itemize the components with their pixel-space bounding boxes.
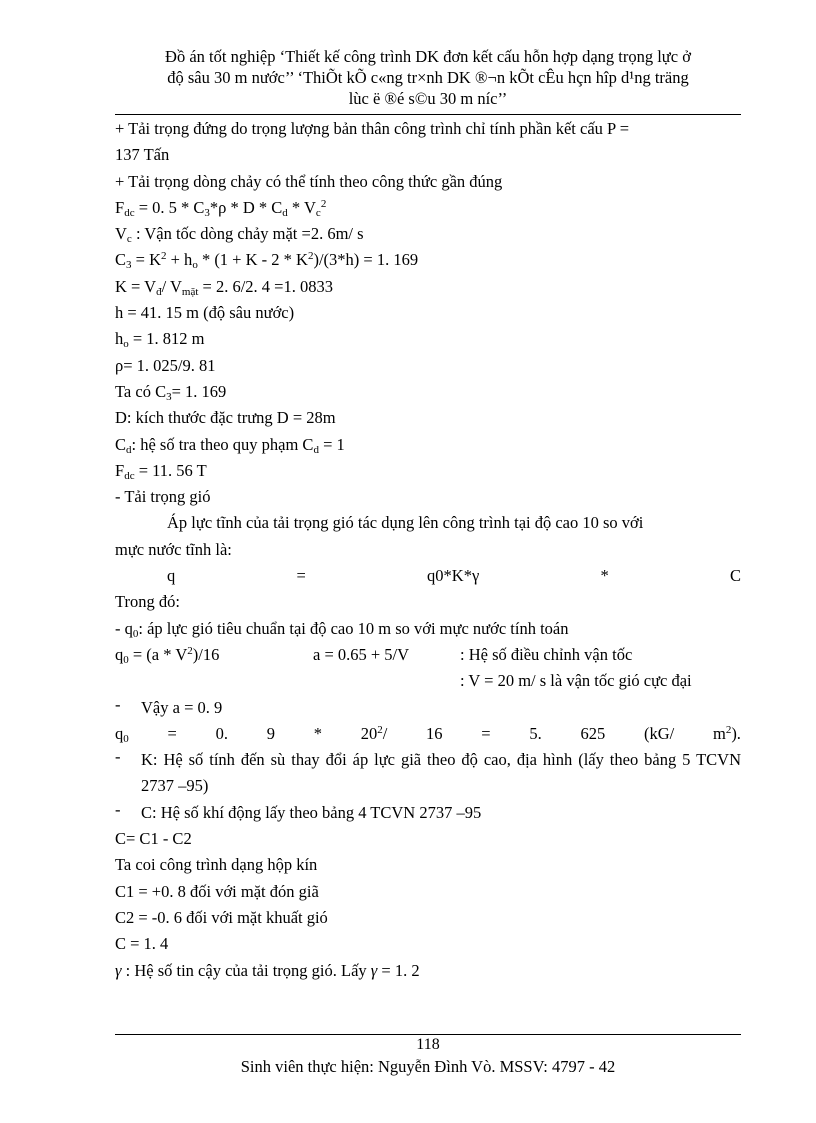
page-number: 118 xyxy=(416,1036,440,1053)
wind-pressure-paragraph: Áp lực tĩnh của tải trọng gió tác dụng lên công trình tại độ cao 10 so với mực nước tĩnh là: xyxy=(115,513,644,559)
q0-formula-line: $q_0 = (a * V^2)/16$ a = 0.65 + 5/V : Hệ số điều chỉnh vận tốc xyxy=(115,644,633,666)
q0-definition: - $q_0$: áp lực gió tiêu chuẩn tại độ cao 10 m so với mực nước tính toán xyxy=(115,618,569,640)
footer-rule xyxy=(115,1034,741,1035)
ho-line: $h_o = 1$. 812 m xyxy=(115,329,205,351)
c3-formula: $C_3 = K^2 + h_o * (1 + K - 2 * K^2)/(3*h) = 1$. 169 xyxy=(115,250,419,272)
vc-definition: $V_c$ : Vận tốc dòng chảy mặt =2. 6m/ s xyxy=(115,224,364,246)
d-size-line: D: kích thước đặc trưng D = 28m xyxy=(115,408,336,428)
where-label: Trong đó: xyxy=(115,592,180,612)
q0-calculation: $q_0$ = 0. 9 * $20^2/$ 16 = 5. 625 (kG/ $m^2$). xyxy=(115,723,741,745)
a-result-line: - Vậy a = 0. 9 xyxy=(115,694,223,717)
header-line-3: lùc ë ®é s©u 30 m níc’’ xyxy=(348,89,508,108)
v-note-line: : V = 20 m/ s là vận tốc gió cực đại xyxy=(460,671,692,691)
fdc-formula: $F_{dc} = 0$. $5 * C_3*\rho$ * D * $C_d * V_c^2$ xyxy=(115,197,327,219)
closed-box-line: Ta coi công trình dạng hộp kín xyxy=(115,855,318,875)
q-formula: q = q0*K*γ * C xyxy=(167,566,741,586)
k-formula: $K = V_đ/$ $V_{mặt} = 2$. 6/2. 4 =1. 0833 xyxy=(115,276,333,298)
depth-line: h = 41. 15 m (độ sâu nước) xyxy=(115,303,295,323)
rho-line: ρ= 1. 025/9. 81 xyxy=(115,355,216,375)
wind-load-heading: - Tải trọng gió xyxy=(115,487,211,507)
cd-coefficient-line: $C_d$: hệ số tra theo quy phạm $C_d = 1$ xyxy=(115,434,345,456)
header-rule xyxy=(115,114,741,115)
header-line-1: Đồ án tốt nghiệp ‘Thiết kế công trình DK đơn kết cấu hỗn hợp dạng trọng lực ở xyxy=(165,47,691,66)
c-value-line: C = 1. 4 xyxy=(115,934,169,954)
document-header xyxy=(115,46,741,109)
c-equation: C= C1 - C2 xyxy=(115,829,192,849)
document-footer: Sinh viên thực hiện: Nguyễn Đình Vò. MSSV: 4797 - 42 xyxy=(240,1057,616,1076)
current-load-line: + Tải trọng dòng chảy có thể tính theo công thức gần đúng xyxy=(115,171,503,191)
gamma-definition: γ : Hệ số tin cậy của tải trọng gió. Lấy γ = 1. 2 xyxy=(115,960,420,980)
k-definition: - K: Hệ số tính đến sù thay đổi áp lực giã theo độ cao, địa hình (lấy theo bảng 5 TCVN 2737 –95) xyxy=(115,747,741,796)
self-weight-load-paragraph: + Tải trọng đứng do trọng lượng bản thân công trình chỉ tính phần kết cấu P = 137 Tấn xyxy=(115,119,630,165)
c2-line: C2 = -0. 6 đối với mặt khuất gió xyxy=(115,907,328,927)
c3-value-line: Ta có $C_3= 1$. 169 xyxy=(115,381,227,403)
c1-line: C1 = +0. 8 đối với mặt đón giã xyxy=(115,881,319,901)
header-line-2: độ sâu 30 m nước’’ ‘ThiÕt kÕ c«ng tr×nh DK ®¬n kÕt cÊu hçn hîp d¹ng träng xyxy=(167,68,689,87)
c-definition: - C: Hệ số khí động lấy theo bảng 4 TCVN 2737 –95 xyxy=(115,799,482,822)
page-content xyxy=(115,116,741,984)
fdc-value-line: $F_{dc} = 11$. 56 T xyxy=(115,460,207,482)
